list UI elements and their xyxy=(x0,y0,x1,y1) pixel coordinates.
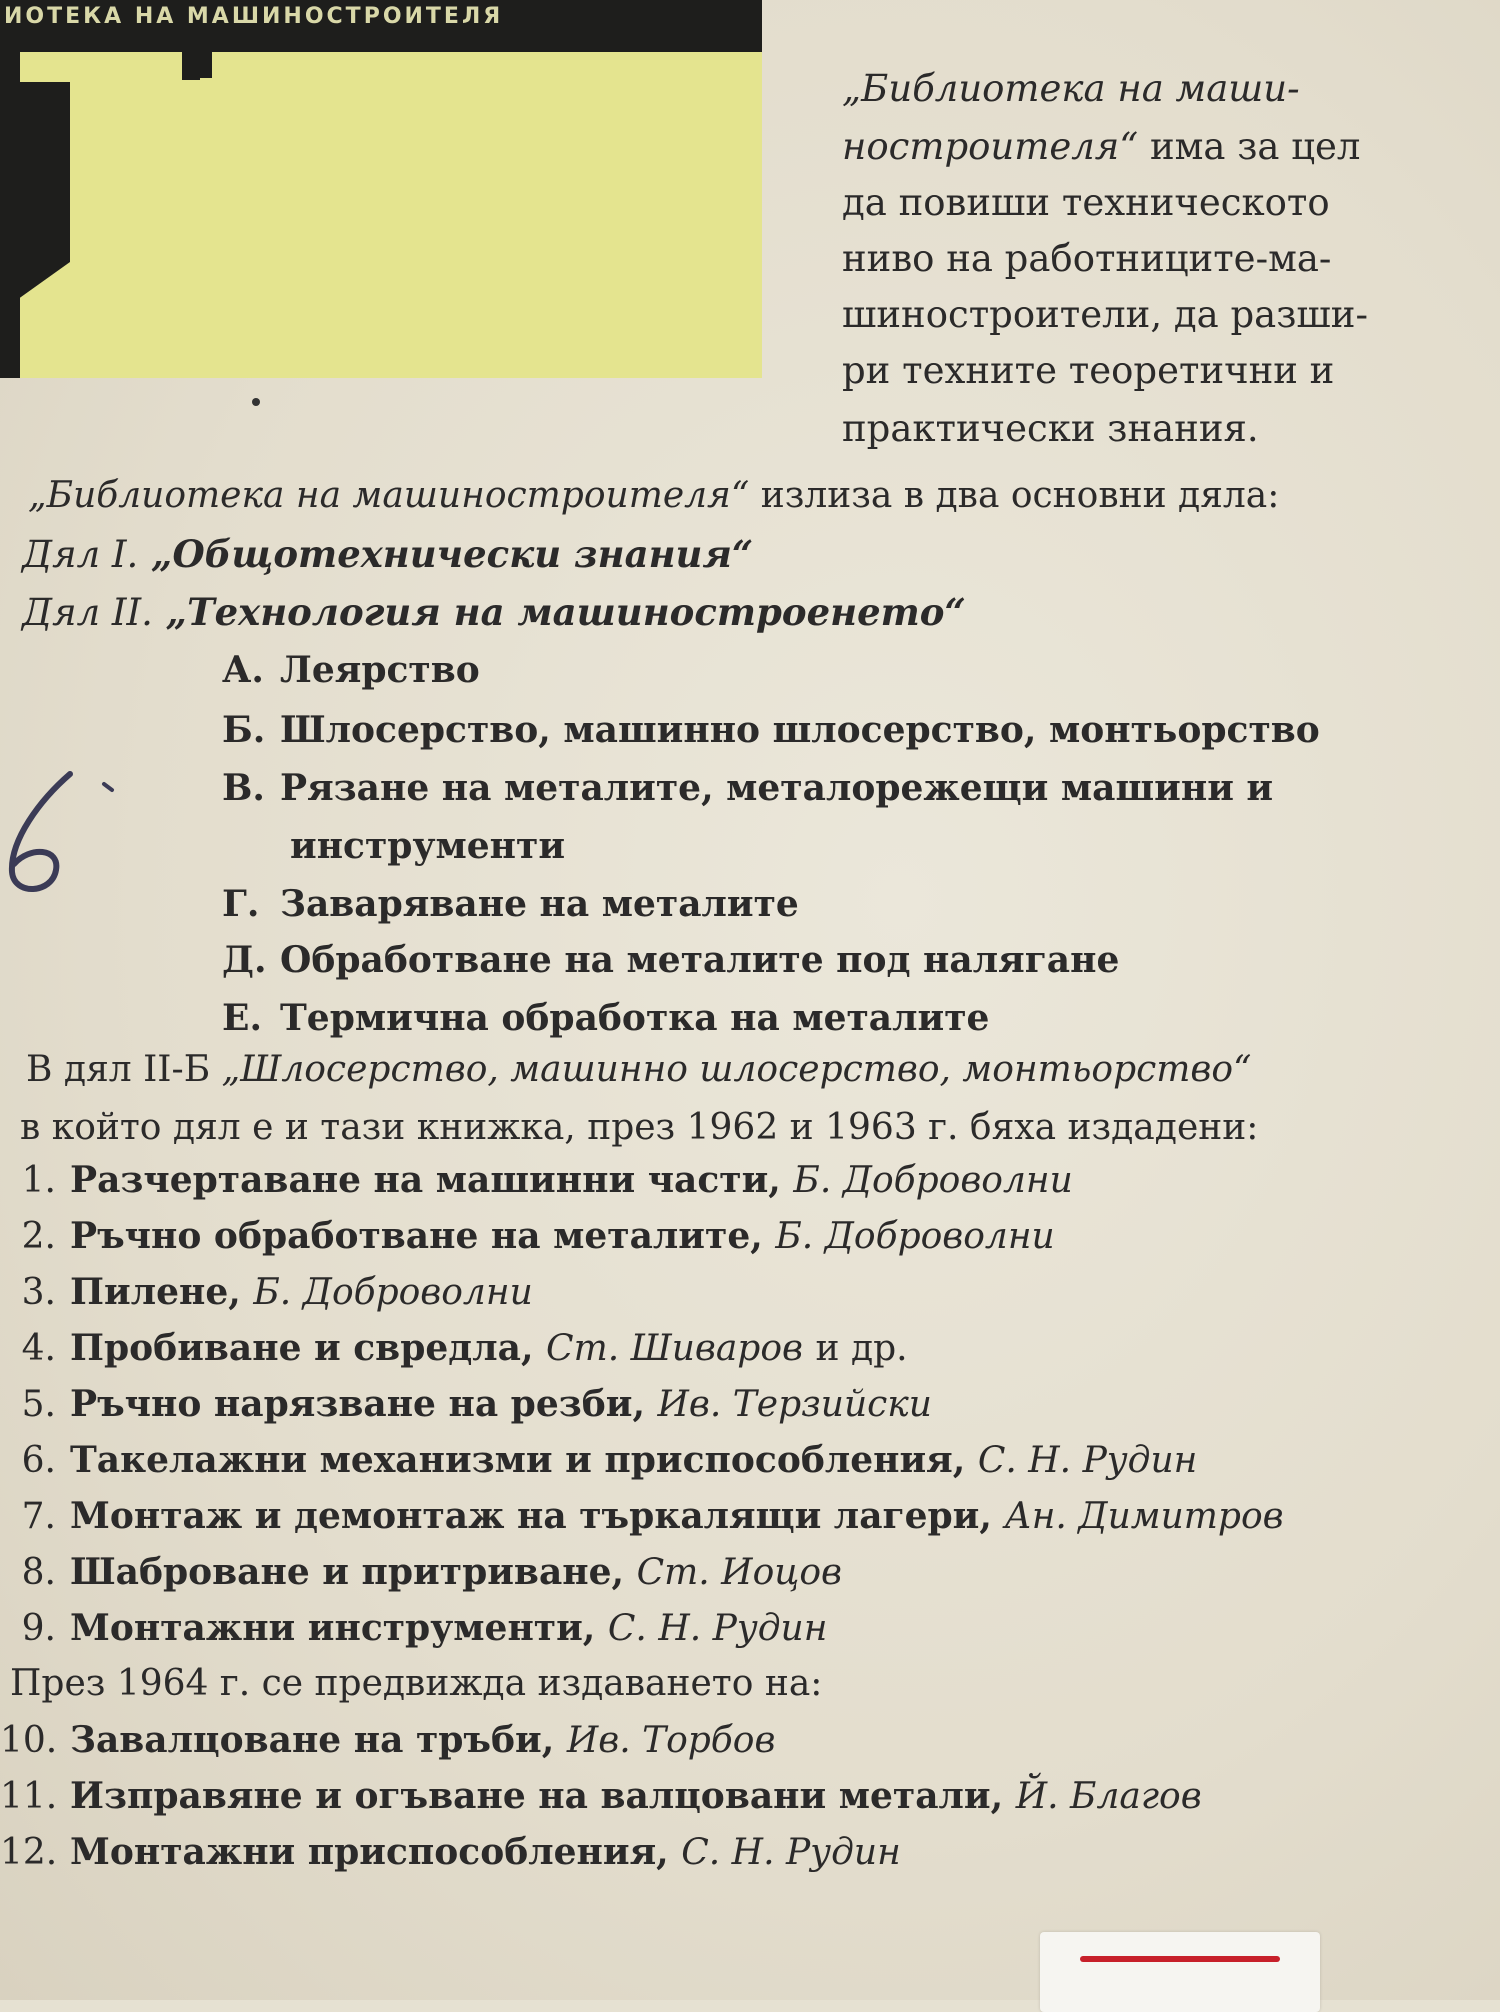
subsection-e xyxy=(222,939,1120,981)
subsection-letter: Б. xyxy=(222,709,266,751)
intro-line-6: ри техните теоретични и xyxy=(842,349,1335,392)
book-author: Ан. Димитров xyxy=(1004,1496,1284,1537)
intro-line-2 xyxy=(842,125,1361,168)
book-author: С. Н. Рудин xyxy=(681,1832,901,1873)
subsection-letter: Д. xyxy=(222,939,267,981)
intro-series-title: „Библиотека на маши- xyxy=(842,67,1300,110)
subsection-c xyxy=(222,767,1274,809)
intro-line-5: шиностроители, да разши- xyxy=(842,293,1368,336)
book-number: 5. xyxy=(21,1384,56,1425)
sections-series-title: „Библиотека на машиностроителя“ xyxy=(28,475,750,516)
book-title: Монтажни приспособления, xyxy=(70,1831,669,1873)
planned-intro: През 1964 г. се предвижда издаването на: xyxy=(10,1663,823,1704)
book-title: Шаброване и притриване, xyxy=(70,1551,625,1593)
planned-book-item xyxy=(0,1831,901,1873)
sticker-red-line xyxy=(1080,1956,1280,1962)
subsection-letter: В. xyxy=(222,767,265,809)
machine-silhouette-icon xyxy=(0,52,762,378)
book-item xyxy=(0,1607,828,1649)
handwritten-6-mark xyxy=(0,760,130,900)
published-intro-line-1 xyxy=(26,1049,1252,1090)
section-2-label: Дял II. xyxy=(22,591,153,634)
book-number: 2. xyxy=(21,1216,56,1257)
subsection-title: Шлосерство, машинно шлосерство, монтьорство xyxy=(280,709,1320,751)
sections-heading-text: излиза в два основни дяла: xyxy=(760,475,1280,516)
subsection-letter: А. xyxy=(222,649,264,691)
cover-graphic xyxy=(0,0,762,378)
planned-book-item xyxy=(0,1719,776,1761)
section-1-title: „Общотехнически знания“ xyxy=(151,532,754,576)
subsection-title: Заваряване на металите xyxy=(280,883,799,925)
subsection-title: Обработване на металите под налягане xyxy=(280,939,1120,981)
subsection-c-continued: инструменти xyxy=(290,825,566,867)
subsection-d xyxy=(222,883,799,925)
intro-line-1 xyxy=(842,67,1392,110)
book-title: Монтаж и демонтаж на търкалящи лагери, xyxy=(70,1495,992,1537)
book-item xyxy=(0,1383,932,1425)
subsection-title: Рязане на металите, металорежещи машини и xyxy=(280,767,1274,809)
subsection-title: Леярство xyxy=(280,649,480,691)
section-1 xyxy=(22,532,754,576)
planned-book-item xyxy=(0,1775,1202,1817)
book-author: С. Н. Рудин xyxy=(607,1608,828,1649)
book-title: Разчертаване на машинни части, xyxy=(70,1159,781,1201)
book-number: 8. xyxy=(21,1552,56,1593)
book-item xyxy=(0,1551,842,1593)
book-item xyxy=(0,1495,1284,1537)
book-title: Пробиване и свредла, xyxy=(70,1327,534,1369)
book-title: Ръчно нарязване на резби, xyxy=(70,1383,645,1425)
book-number: 10. xyxy=(0,1720,58,1761)
book-title: Ръчно обработване на металите, xyxy=(70,1215,763,1257)
book-number: 9. xyxy=(21,1608,56,1649)
book-author: Ст. Иоцов xyxy=(636,1552,842,1593)
book-number: 12. xyxy=(0,1832,58,1873)
book-title: Завалцоване на тръби, xyxy=(70,1719,555,1761)
intro-line-4: ниво на работниците-ма- xyxy=(842,237,1332,280)
book-item xyxy=(0,1439,1198,1481)
book-number: 7. xyxy=(21,1496,56,1537)
subsection-a xyxy=(222,649,480,691)
subsection-letter: Е. xyxy=(222,997,262,1039)
book-author: Ив. Терзийски xyxy=(657,1384,932,1425)
book-title: Изправяне и огъване на валцовани метали, xyxy=(70,1775,1004,1817)
intro-text: има за цел xyxy=(1149,125,1361,168)
book-title: Монтажни инструменти, xyxy=(70,1607,596,1649)
book-author: Й. Благов xyxy=(1015,1776,1202,1817)
intro-line-7: практически знания. xyxy=(842,407,1259,450)
book-number: 3. xyxy=(21,1272,56,1313)
book-author: Ив. Торбов xyxy=(566,1720,776,1761)
published-intro-section: „Шлосерство, машинно шлосерство, монтьорство“ xyxy=(221,1049,1252,1090)
book-number: 11. xyxy=(0,1776,58,1817)
book-author: Б. Доброволни xyxy=(775,1216,1055,1257)
book-item xyxy=(0,1271,533,1313)
published-intro-line-2: в който дял е и тази книжка, през 1962 и 1963 г. бяха издадени: xyxy=(20,1107,1259,1148)
sections-heading xyxy=(28,475,1280,516)
section-2 xyxy=(22,590,966,634)
subsection-title: Термична обработка на металите xyxy=(280,997,990,1039)
book-author: Б. Доброволни xyxy=(793,1160,1073,1201)
book-title: Такелажни механизми и приспособления, xyxy=(70,1439,966,1481)
book-extra: и др. xyxy=(815,1328,908,1369)
published-intro-text: В дял II-Б xyxy=(26,1049,211,1090)
intro-series-title-end: ностроителя“ xyxy=(842,125,1139,168)
book-number: 1. xyxy=(21,1160,56,1201)
book-item xyxy=(0,1327,908,1369)
book-author: Б. Доброволни xyxy=(253,1272,533,1313)
ink-dot xyxy=(252,398,260,406)
book-title: Пилене, xyxy=(70,1271,241,1313)
book-author: С. Н. Рудин xyxy=(977,1440,1198,1481)
book-number: 6. xyxy=(21,1440,56,1481)
cover-band xyxy=(0,0,762,52)
section-1-label: Дял I. xyxy=(22,533,139,576)
section-2-title: „Технология на машиностроенето“ xyxy=(165,590,966,634)
book-item xyxy=(0,1159,1073,1201)
subsection-letter: Г. xyxy=(222,883,260,925)
cover-band-text: ИОТЕКА НА МАШИНОСТРОИТЕЛЯ xyxy=(4,4,504,29)
book-number: 4. xyxy=(21,1328,56,1369)
book-item xyxy=(0,1215,1055,1257)
book-author: Ст. Шиваров xyxy=(546,1328,803,1369)
subsection-b xyxy=(222,709,1320,751)
intro-line-3: да повиши техническото xyxy=(842,181,1330,224)
price-sticker xyxy=(1040,1932,1320,2012)
subsection-f xyxy=(222,997,990,1039)
